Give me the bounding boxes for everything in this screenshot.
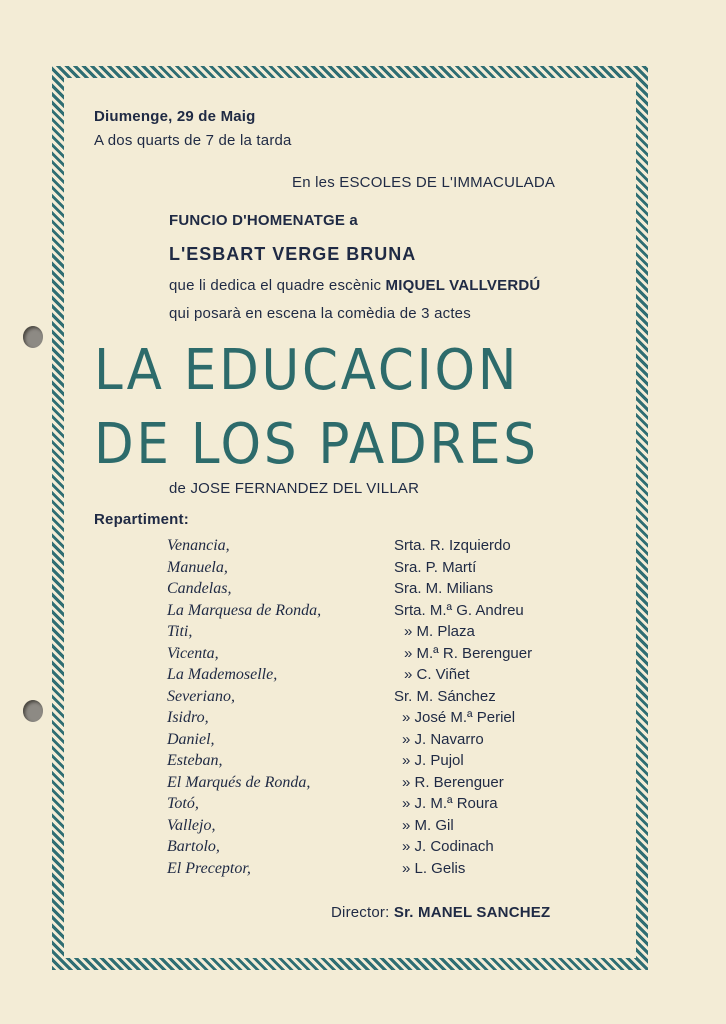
actor-name: » M. Gil [402, 816, 454, 834]
actor-name: Sr. M. Sánchez [394, 687, 496, 705]
actor-name: » C. Viñet [404, 666, 470, 683]
cast-row [64, 580, 624, 601]
cast-row [64, 817, 624, 838]
cast-row [64, 602, 624, 623]
character-name: Isidro, [167, 709, 209, 726]
character-name: Manuela, [167, 558, 228, 576]
character-name: Esteban, [167, 752, 223, 769]
cast-row [64, 666, 624, 687]
cast-row [64, 774, 624, 795]
venue: En les ESCOLES DE L'IMMACULADA [292, 174, 556, 191]
event-type: FUNCIO D'HOMENATGE a [169, 212, 358, 229]
play-title-line-1: LA EDUCACION [94, 338, 520, 403]
cast-row [64, 860, 624, 881]
director-line [331, 904, 550, 921]
cast-row [64, 559, 624, 580]
honoree: L'ESBART VERGE BRUNA [169, 244, 417, 264]
actor-name: Srta. R. Izquierdo [394, 537, 511, 554]
cast-row [64, 752, 624, 773]
cast-row [64, 537, 624, 558]
dedication-text: que li dedica el quadre escènic [169, 277, 382, 294]
cast-row [64, 709, 624, 730]
character-name: Daniel, [167, 730, 215, 748]
actor-name: » J. M.ª Roura [402, 795, 498, 812]
theatre-group: MIQUEL VALLVERDÚ [385, 277, 541, 294]
actor-name: » José M.ª Periel [402, 709, 516, 726]
cast-heading: Repartiment: [94, 511, 189, 528]
character-name: Bartolo, [167, 838, 220, 855]
actor-name: Sra. M. Milians [394, 580, 494, 597]
cast-row [64, 731, 624, 752]
cast-row [64, 795, 624, 816]
staging-line: qui posarà en escena la comèdia de 3 actes [169, 305, 471, 322]
actor-name: » M.ª R. Berenguer [404, 644, 533, 662]
event-time: A dos quarts de 7 de la tarda [94, 132, 292, 149]
actor-name: » J. Navarro [402, 730, 484, 748]
actor-name: » J. Pujol [402, 752, 464, 769]
actor-name: Sra. P. Martí [394, 558, 477, 576]
character-name: Titi, [167, 623, 193, 640]
director-name: Sr. MANEL SANCHEZ [393, 904, 551, 921]
play-title-line-2: DE LOS PADRES [94, 412, 539, 477]
author: de JOSE FERNANDEZ DEL VILLAR [169, 480, 420, 497]
character-name: Severiano, [167, 687, 235, 705]
dedication-line [169, 277, 540, 294]
character-name: El Preceptor, [167, 859, 251, 877]
character-name: Candelas, [167, 580, 232, 597]
director-label: Director: [331, 904, 390, 921]
character-name: Venancia, [167, 537, 230, 554]
character-name: Totó, [167, 795, 199, 812]
character-name: Vicenta, [167, 644, 219, 662]
actor-name: » M. Plaza [404, 623, 475, 640]
actor-name: » R. Berenguer [402, 773, 504, 791]
character-name: La Mademoselle, [167, 666, 278, 683]
character-name: El Marqués de Ronda, [167, 773, 311, 791]
cast-row [64, 688, 624, 709]
character-name: Vallejo, [167, 816, 216, 834]
character-name: La Marquesa de Ronda, [167, 601, 322, 619]
cast-row [64, 838, 624, 859]
program-page [64, 78, 636, 958]
punch-hole-top [23, 326, 43, 348]
cast-row [64, 645, 624, 666]
actor-name: » L. Gelis [402, 859, 466, 877]
actor-name: Srta. M.ª G. Andreu [394, 601, 524, 619]
cast-row [64, 623, 624, 644]
actor-name: » J. Codinach [402, 838, 494, 855]
punch-hole-bottom [23, 700, 43, 722]
event-date: Diumenge, 29 de Maig [94, 108, 256, 125]
